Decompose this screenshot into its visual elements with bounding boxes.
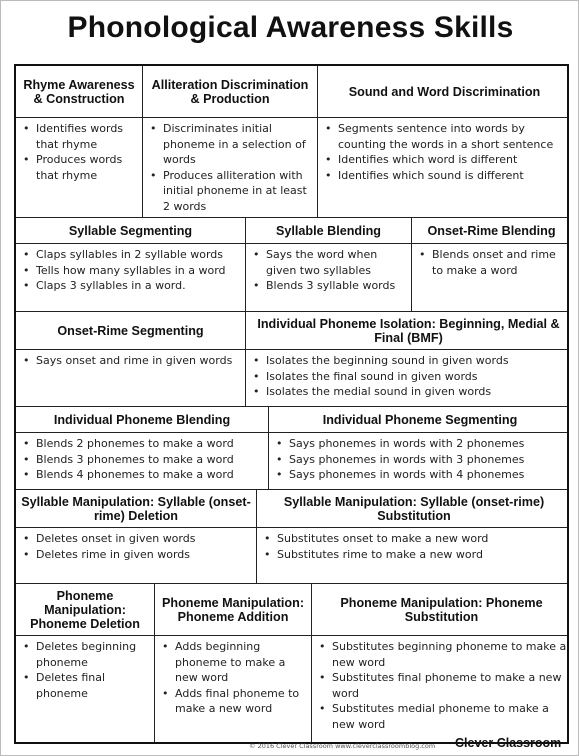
section-body: [143, 118, 318, 218]
skill-item: • Says phonemes in words with 3 phonemes: [272, 452, 569, 468]
brand-name: Clever Classroom: [455, 736, 562, 750]
skill-item: • Identifies which word is different: [321, 152, 569, 168]
skill-item: • Blends 3 syllable words: [249, 278, 409, 294]
section-body: [155, 636, 312, 744]
skill-item: • Deletes onset in given words: [19, 531, 254, 547]
section-body: [16, 350, 246, 407]
skill-item: • Substitutes final phoneme to make a new word: [315, 670, 569, 701]
section-body: [318, 118, 569, 218]
section-body: [269, 433, 569, 490]
copyright-note: © 2016 Clever Classroom www.cleverclassroomblog.com: [249, 742, 436, 750]
skill-item: • Isolates the final sound in given words: [249, 369, 569, 385]
skill-item: • Identifies which sound is different: [321, 168, 569, 184]
skill-item: • Deletes beginning phoneme: [19, 639, 152, 670]
section-heading: Phoneme Manipulation: Phoneme Addition: [155, 584, 312, 636]
skill-item: • Identifies words that rhyme: [19, 121, 140, 152]
skill-item: • Isolates the medial sound in given words: [249, 384, 569, 400]
skill-item: • Says phonemes in words with 2 phonemes: [272, 436, 569, 452]
skill-item: • Adds beginning phoneme to make a new word: [158, 639, 309, 686]
section-body: [312, 636, 569, 744]
section-heading: Syllable Manipulation: Syllable (onset-rime) Deletion: [16, 490, 257, 528]
section-heading: Syllable Segmenting: [16, 218, 246, 244]
skill-item: • Blends onset and rime to make a word: [415, 247, 569, 278]
section-heading: Onset-Rime Blending: [412, 218, 569, 244]
skill-item: • Says phonemes in words with 4 phonemes: [272, 467, 569, 483]
skill-item: • Substitutes rime to make a new word: [260, 547, 569, 563]
skill-item: • Substitutes onset to make a new word: [260, 531, 569, 547]
skill-item: • Deletes rime in given words: [19, 547, 254, 563]
skill-item: • Tells how many syllables in a word: [19, 263, 243, 279]
section-body: [16, 244, 246, 312]
skill-item: • Produces alliteration with initial phoneme in at least 2 words: [146, 168, 315, 215]
skill-item: • Blends 3 phonemes to make a word: [19, 452, 266, 468]
section-heading: Syllable Blending: [246, 218, 412, 244]
skill-item: • Says onset and rime in given words: [19, 353, 243, 369]
skill-item: • Adds final phoneme to make a new word: [158, 686, 309, 717]
skill-item: • Isolates the beginning sound in given words: [249, 353, 569, 369]
section-body: [257, 528, 569, 584]
skill-item: • Produces words that rhyme: [19, 152, 140, 183]
section-body: [16, 118, 143, 218]
section-heading: Phoneme Manipulation: Phoneme Deletion: [16, 584, 155, 636]
section-heading: Alliteration Discrimination & Production: [143, 66, 318, 118]
section-body: [246, 244, 412, 312]
section-heading: Individual Phoneme Blending: [16, 407, 269, 433]
section-body: [246, 350, 569, 407]
skill-item: • Claps 3 syllables in a word.: [19, 278, 243, 294]
section-heading: Sound and Word Discrimination: [318, 66, 569, 118]
skills-grid: [14, 64, 569, 744]
section-body: [16, 433, 269, 490]
skill-item: • Claps syllables in 2 syllable words: [19, 247, 243, 263]
section-heading: Syllable Manipulation: Syllable (onset-rime) Substitution: [257, 490, 569, 528]
skill-item: • Substitutes medial phoneme to make a new word: [315, 701, 569, 732]
skill-item: • Blends 4 phonemes to make a word: [19, 467, 266, 483]
section-heading: Phoneme Manipulation: Phoneme Substitution: [312, 584, 569, 636]
section-heading: Individual Phoneme Isolation: Beginning, Medial & Final (BMF): [246, 312, 569, 350]
skill-item: • Says the word when given two syllables: [249, 247, 409, 278]
skill-item: • Blends 2 phonemes to make a word: [19, 436, 266, 452]
section-heading: Individual Phoneme Segmenting: [269, 407, 569, 433]
section-body: [16, 528, 257, 584]
page-title: Phonological Awareness Skills: [67, 11, 514, 44]
skill-item: • Segments sentence into words by counting the words in a short sentence: [321, 121, 569, 152]
skill-item: • Deletes final phoneme: [19, 670, 152, 701]
skill-item: • Discriminates initial phoneme in a selection of words: [146, 121, 315, 168]
section-body: [16, 636, 155, 744]
skill-item: • Substitutes beginning phoneme to make a new word: [315, 639, 569, 670]
section-body: [412, 244, 569, 312]
section-heading: Onset-Rime Segmenting: [16, 312, 246, 350]
section-heading: Rhyme Awareness & Construction: [16, 66, 143, 118]
